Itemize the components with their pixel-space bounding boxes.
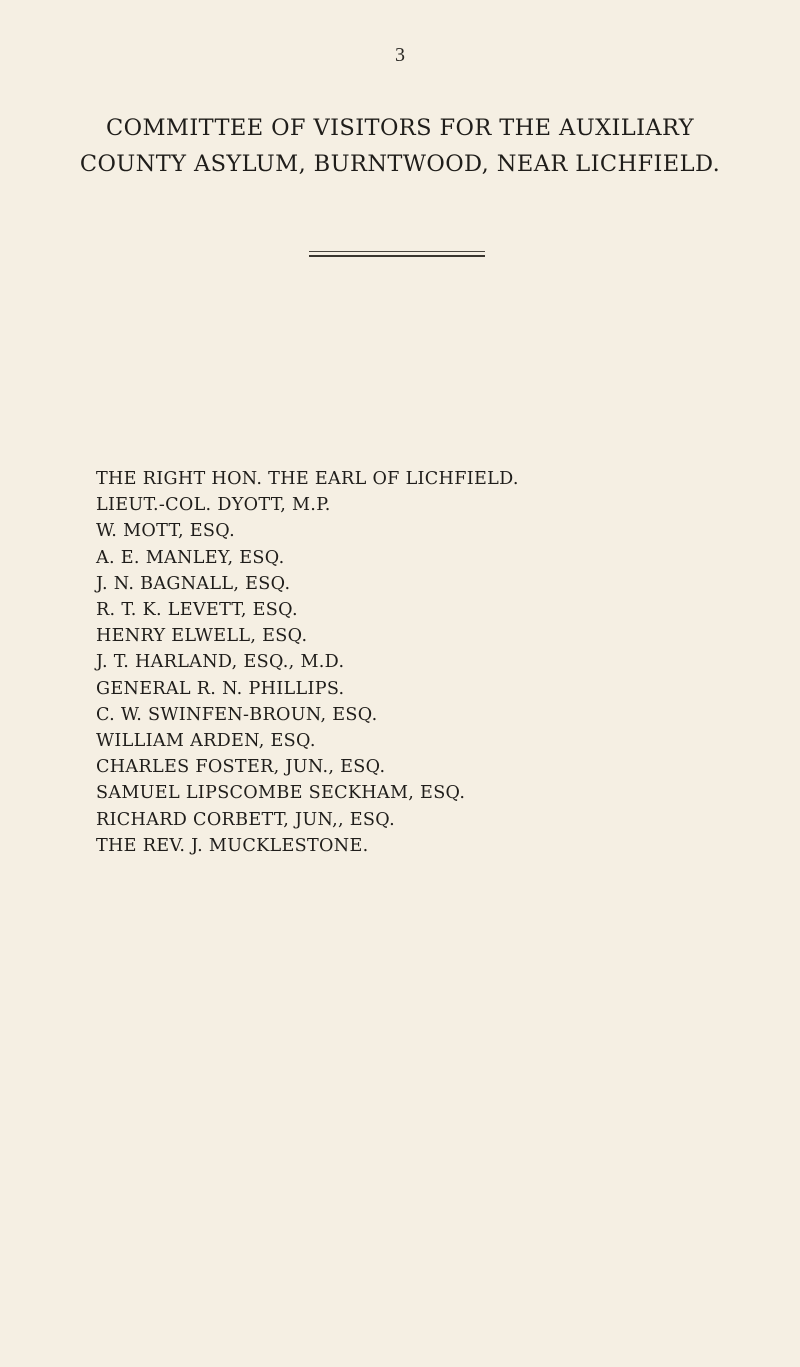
- list-item: GENERAL R. N. PHILLIPS.: [96, 678, 345, 699]
- list-item: SAMUEL LIPSCOMBE SECKHAM, ESQ.: [96, 783, 466, 804]
- list-item: W. MOTT, ESQ.: [96, 521, 235, 542]
- list-item: C. W. SWINFEN-BROUN, ESQ.: [96, 704, 378, 725]
- list-item: LIEUT.-COL. DYOTT, M.P.: [96, 495, 331, 516]
- list-item: WILLIAM ARDEN, ESQ.: [96, 731, 316, 752]
- list-item: J. N. BAGNALL, ESQ.: [96, 573, 291, 594]
- page-title: [0, 110, 800, 182]
- title-line-1: COMMITTEE OF VISITORS FOR THE AUXILIARY: [106, 115, 694, 141]
- list-item: HENRY ELWELL, ESQ.: [96, 626, 308, 647]
- double-rule-divider: [309, 251, 485, 257]
- title-line-2: COUNTY ASYLUM, BURNTWOOD, NEAR LICHFIELD.: [79, 151, 721, 177]
- divider-rule-thin: [309, 251, 485, 252]
- list-item: RICHARD CORBETT, JUN,, ESQ.: [96, 809, 396, 830]
- divider-rule-thick: [309, 255, 485, 257]
- list-item: R. T. K. LEVETT, ESQ.: [96, 600, 298, 621]
- list-item: A. E. MANLEY, ESQ.: [96, 547, 285, 568]
- committee-members-list: [96, 466, 519, 859]
- page-number: 3: [395, 44, 405, 66]
- list-item: THE REV. J. MUCKLESTONE.: [96, 835, 369, 856]
- list-item: J. T. HARLAND, ESQ., M.D.: [96, 652, 345, 673]
- list-item: THE RIGHT HON. THE EARL OF LICHFIELD.: [96, 469, 519, 489]
- list-item: CHARLES FOSTER, JUN., ESQ.: [96, 757, 386, 778]
